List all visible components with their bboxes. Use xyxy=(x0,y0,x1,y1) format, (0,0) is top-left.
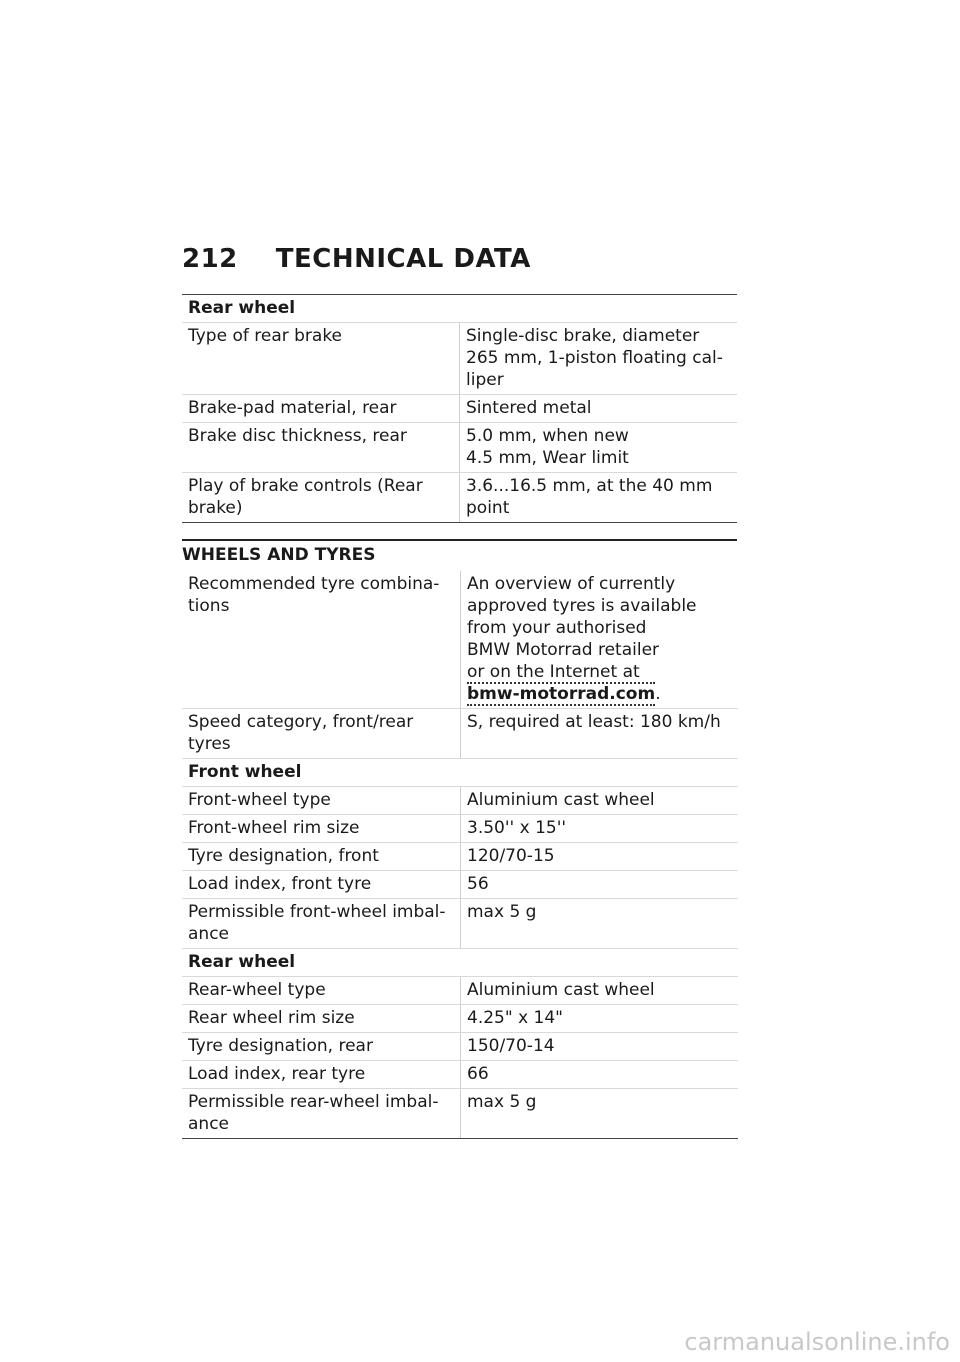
section-heading: WHEELS AND TYRES xyxy=(182,539,737,571)
spec-label: Rear-wheel type xyxy=(182,977,461,1005)
spec-label: Speed category, front/rear tyres xyxy=(182,709,461,759)
spec-value: 3.50'' x 15'' xyxy=(461,815,739,843)
rear-brake-table xyxy=(182,294,737,523)
spec-value xyxy=(461,571,739,709)
spec-label: Recommended tyre combina- tions xyxy=(182,571,461,709)
spec-label: Rear wheel rim size xyxy=(182,1005,461,1033)
table-row xyxy=(182,473,737,523)
table-row xyxy=(182,1005,738,1033)
spec-value: Aluminium cast wheel xyxy=(461,977,739,1005)
spec-label: Play of brake controls (Rear brake) xyxy=(182,473,460,523)
page-title: TECHNICAL DATA xyxy=(275,244,531,274)
spec-content xyxy=(182,294,737,1139)
table-row xyxy=(182,1061,738,1089)
table-row xyxy=(182,899,738,949)
table-row xyxy=(182,709,738,759)
spec-value: 66 xyxy=(461,1061,739,1089)
spec-label: Front-wheel type xyxy=(182,787,461,815)
table-row xyxy=(182,843,738,871)
spec-label: Brake-pad material, rear xyxy=(182,395,460,423)
spec-value: S, required at least: 180 km/h xyxy=(461,709,739,759)
spec-label: Brake disc thickness, rear xyxy=(182,423,460,473)
spec-label: Permissible rear-wheel imbal- ance xyxy=(182,1089,461,1139)
spec-label: Tyre designation, front xyxy=(182,843,461,871)
spec-value: 4.25" x 14" xyxy=(461,1005,739,1033)
spec-value: 5.0 mm, when new 4.5 mm, Wear limit xyxy=(460,423,738,473)
table-row xyxy=(182,423,737,473)
table-row xyxy=(182,787,738,815)
site-watermark: carmanualsonline.info xyxy=(684,1328,950,1356)
spec-value: 150/70-14 xyxy=(461,1033,739,1061)
table-row xyxy=(182,1089,738,1139)
table-row xyxy=(182,571,738,709)
spec-label: Tyre designation, rear xyxy=(182,1033,461,1061)
rear-wheel-heading: Rear wheel xyxy=(182,949,738,977)
table-row xyxy=(182,871,738,899)
table-subheading xyxy=(182,759,738,787)
spec-value: Sintered metal xyxy=(460,395,738,423)
spec-label: Load index, front tyre xyxy=(182,871,461,899)
table-row xyxy=(182,977,738,1005)
front-wheel-heading: Front wheel xyxy=(182,759,738,787)
page-number: 212 xyxy=(182,244,238,274)
spec-value: 3.6...16.5 mm, at the 40 mm point xyxy=(460,473,738,523)
spec-value: 120/70-15 xyxy=(461,843,739,871)
wheels-table xyxy=(182,571,738,1139)
rear-brake-heading: Rear wheel xyxy=(182,295,737,323)
spec-value: max 5 g xyxy=(461,1089,739,1139)
spec-label: Permissible front-wheel imbal- ance xyxy=(182,899,461,949)
link-suffix: . xyxy=(655,684,661,704)
table-row xyxy=(182,395,737,423)
tyre-combo-text: An overview of currently approved tyres is available from your authorised BMW Motorrad retailer or on the Internet at xyxy=(467,574,697,682)
table-subheading xyxy=(182,295,737,323)
spec-label: Type of rear brake xyxy=(182,323,460,395)
page-header xyxy=(182,244,531,274)
table-row xyxy=(182,815,738,843)
table-subheading xyxy=(182,949,738,977)
spec-value: max 5 g xyxy=(461,899,739,949)
spec-label: Front-wheel rim size xyxy=(182,815,461,843)
table-row xyxy=(182,1033,738,1061)
table-row xyxy=(182,323,737,395)
spec-value: Single-disc brake, diameter 265 mm, 1-piston floating cal- liper xyxy=(460,323,738,395)
spec-label: Load index, rear tyre xyxy=(182,1061,461,1089)
retailer-link[interactable]: bmw-motorrad.com xyxy=(467,684,656,704)
spec-value: Aluminium cast wheel xyxy=(461,787,739,815)
spec-value: 56 xyxy=(461,871,739,899)
